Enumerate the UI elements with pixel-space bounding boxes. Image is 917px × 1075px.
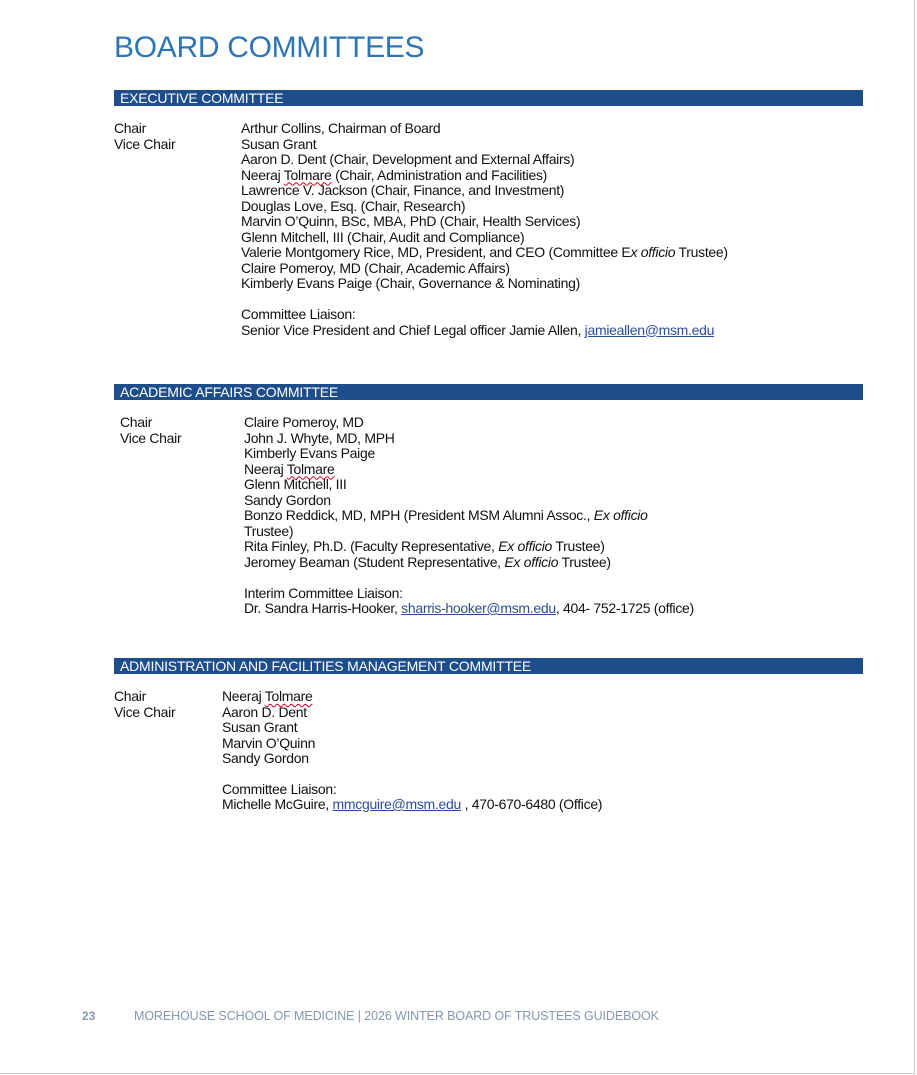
academic-member: Sandy Gordon [244, 491, 331, 508]
admin-member: Marvin O’Quinn [222, 734, 316, 751]
admin-liaison-label: Committee Liaison: [222, 780, 337, 797]
admin-vice-chair-label: Vice Chair [114, 703, 176, 720]
executive-liaison-label: Committee Liaison: [241, 306, 356, 322]
executive-member: Claire Pomeroy, MD (Chair, Academic Affairs) [241, 259, 510, 276]
academic-vice-chair-label: Vice Chair [120, 429, 182, 446]
academic-member: John J. Whyte, MD, MPH [244, 429, 395, 446]
executive-member: Valerie Montgomery Rice, MD, President, and CEO (Committee Ex officio Trustee) [241, 244, 728, 260]
academic-member: Kimberly Evans Paige [244, 445, 375, 461]
academic-member: Neeraj Tolmare [244, 460, 335, 477]
academic-member: Jeromey Beaman (Student Representative, Ex officio Trustee) [244, 553, 611, 570]
executive-member: Marvin O’Quinn, BSc, MBA, PhD (Chair, Health Services) [241, 213, 581, 229]
academic-member: Glenn Mitchell, III [244, 476, 347, 492]
admin-member: Susan Grant [222, 719, 298, 735]
executive-committee-header: EXECUTIVE COMMITTEE [114, 90, 863, 106]
academic-member-continued: Trustee) [244, 522, 294, 539]
executive-liaison-email-link[interactable]: jamieallen@msm.edu [584, 321, 715, 338]
executive-member: Kimberly Evans Paige (Chair, Governance & Nominating) [241, 275, 580, 291]
academic-liaison-email-link[interactable]: sharris-hooker@msm.edu [401, 600, 556, 616]
academic-liaison-label: Interim Committee Liaison: [244, 584, 403, 601]
executive-member: Glenn Mitchell, III (Chair, Audit and Compliance) [241, 228, 525, 245]
executive-liaison: Senior Vice President and Chief Legal officer Jamie Allen, jamieallen@msm.edu [241, 321, 715, 338]
admin-member: Neeraj Tolmare [222, 688, 313, 704]
executive-member-list [241, 121, 728, 338]
academic-liaison: Dr. Sandra Harris-Hooker, sharris-hooker@msm.edu, 404- 752-1725 (office) [244, 600, 694, 616]
page-number: 23 [82, 1009, 96, 1023]
executive-chair-label: Chair [114, 120, 146, 136]
executive-vice-chair-label: Vice Chair [114, 135, 176, 152]
academic-member: Rita Finley, Ph.D. (Faculty Representative, Ex officio Trustee) [244, 538, 605, 554]
admin-member: Sandy Gordon [222, 750, 309, 766]
admin-member: Aaron D. Dent [222, 703, 307, 720]
page-title: BOARD COMMITTEES [114, 31, 425, 64]
footer-text: MOREHOUSE SCHOOL OF MEDICINE | 2026 WINTER BOARD OF TRUSTEES GUIDEBOOK [134, 1009, 659, 1023]
admin-liaison: Michelle McGuire, mmcguire@msm.edu , 470-670-6480 (Office) [222, 796, 603, 812]
executive-member: Aaron D. Dent (Chair, Development and External Affairs) [241, 151, 575, 167]
admin-chair-label: Chair [114, 688, 146, 704]
academic-member: Claire Pomeroy, MD [244, 414, 364, 430]
admin-liaison-email-link[interactable]: mmcguire@msm.edu [332, 796, 461, 812]
executive-member: Lawrence V. Jackson (Chair, Finance, and Investment) [241, 182, 565, 198]
executive-member: Susan Grant [241, 135, 317, 152]
executive-member: Arthur Collins, Chairman of Board [241, 120, 441, 136]
academic-chair-label: Chair [120, 414, 152, 430]
academic-member-list [244, 415, 694, 617]
academic-member: Bonzo Reddick, MD, MPH (President MSM Alumni Assoc., Ex officio [244, 507, 648, 523]
executive-member: Douglas Love, Esq. (Chair, Research) [241, 197, 466, 214]
academic-committee-header: ACADEMIC AFFAIRS COMMITTEE [114, 384, 863, 400]
executive-member: Neeraj Tolmare (Chair, Administration and Facilities) [241, 166, 548, 183]
admin-committee-header: ADMINISTRATION AND FACILITIES MANAGEMENT COMMITTEE [114, 658, 863, 674]
admin-member-list [222, 689, 602, 813]
